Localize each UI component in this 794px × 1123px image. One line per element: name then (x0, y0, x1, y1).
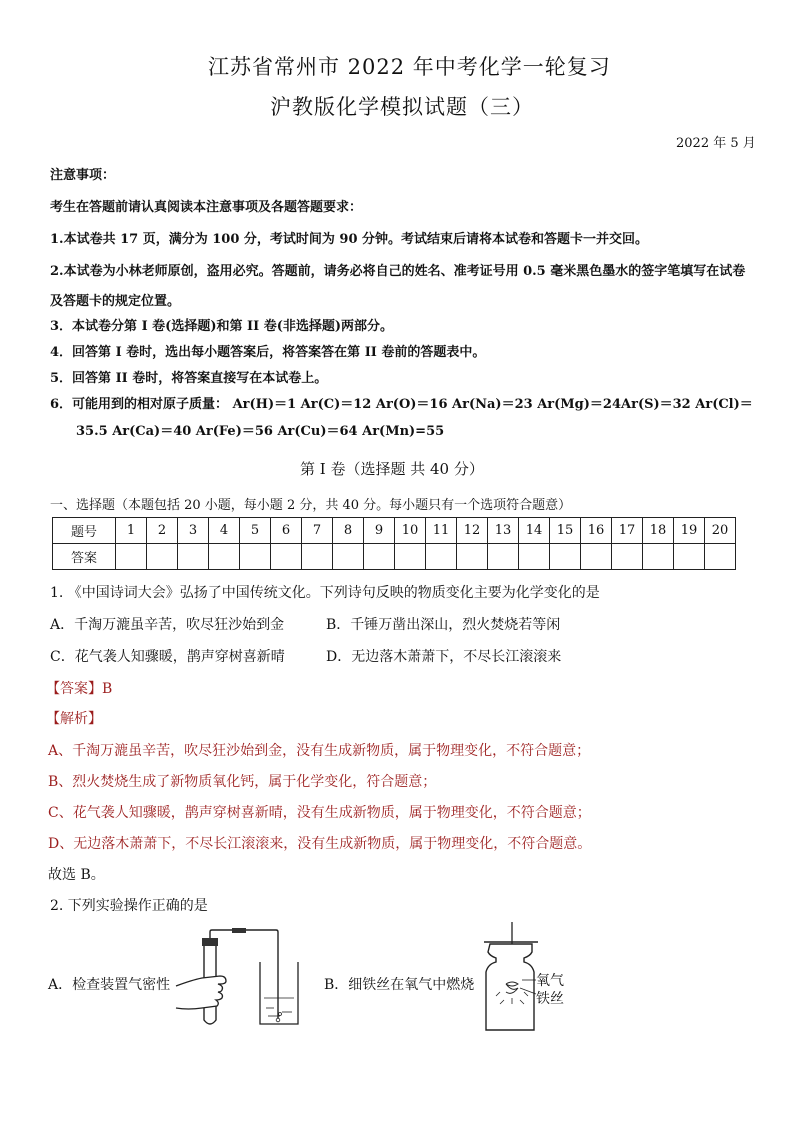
q1-option-c: C．花气袭人知骤暖，鹊声穿树喜新晴 (50, 649, 285, 665)
q1-analysis-b: B、烈火焚烧生成了新物质氧化钙，属于化学变化，符合题意； (48, 774, 437, 790)
question-number-cell: 11 (426, 518, 457, 544)
answer-cell[interactable] (333, 544, 364, 570)
airtightness-apparatus-figure (172, 928, 308, 1030)
answer-cell[interactable] (674, 544, 705, 570)
answer-table-answer-row (53, 544, 736, 570)
answer-cell[interactable] (643, 544, 674, 570)
label-oxygen: 氧气 (536, 973, 564, 989)
section-1-instructions: 一、选择题（本题包括 20 小题，每小题 2 分，共 40 分。每小题只有一个选项符合题意） (50, 498, 572, 513)
stopper (202, 938, 218, 946)
rubber-connector (232, 928, 246, 933)
question-number-cell: 13 (488, 518, 519, 544)
answer-cell[interactable] (457, 544, 488, 570)
question-number-cell: 8 (333, 518, 364, 544)
answer-cell[interactable] (116, 544, 147, 570)
answer-cell[interactable] (364, 544, 395, 570)
answer-cell[interactable] (209, 544, 240, 570)
answer-table-row1-label: 题号 (53, 518, 116, 544)
question-number-cell: 2 (147, 518, 178, 544)
q2-option-b: B．细铁丝在氧气中燃烧 (324, 977, 475, 993)
question-number-cell: 6 (271, 518, 302, 544)
q2-stem: 2. 下列实验操作正确的是 (50, 898, 208, 914)
q1-stem: 1. 《中国诗词大会》弘扬了中国传统文化。下列诗句反映的物质变化主要为化学变化的是 (50, 585, 600, 601)
question-number-cell: 5 (240, 518, 271, 544)
q2-option-a: A．检查装置气密性 (48, 977, 171, 993)
notice-item-4: 4．回答第 I 卷时，选出每小题答案后，将答案答在第 II 卷前的答题表中。 (50, 345, 486, 360)
delivery-tube-right (246, 930, 278, 1018)
q1-analysis-a: A、千淘万漉虽辛苦，吹尽狂沙始到金，没有生成新物质，属于物理变化，不符合题意； (48, 743, 591, 759)
delivery-tube (210, 930, 232, 938)
question-number-cell: 1 (116, 518, 147, 544)
answer-cell[interactable] (550, 544, 581, 570)
answer-cell[interactable] (581, 544, 612, 570)
gas-jar (486, 944, 534, 1030)
question-number-cell: 12 (457, 518, 488, 544)
title-line-2: 沪教版化学模拟试题（三） (270, 95, 534, 119)
question-number-cell: 7 (302, 518, 333, 544)
notice-intro: 考生在答题前请认真阅读本注意事项及各题答题要求： (50, 200, 363, 215)
answer-cell[interactable] (302, 544, 333, 570)
answer-cell[interactable] (612, 544, 643, 570)
answer-table (52, 517, 736, 570)
hand (176, 976, 226, 1009)
title-line-1: 江苏省常州市 2022 年中考化学一轮复习 (208, 55, 611, 79)
notice-item-1: 1.本试卷共 17 页，满分为 100 分，考试时间为 90 分钟。考试结束后请将本试卷和答题卡一并交回。 (50, 232, 649, 247)
q1-analysis-d: D、无边落木萧萧下，不尽长江滚滚来，没有生成新物质，属于物理变化，不符合题意。 (48, 836, 592, 852)
q1-option-d: D．无边落木萧萧下，不尽长江滚滚来 (326, 649, 562, 665)
q1-conclusion: 故选 B。 (48, 867, 105, 883)
notice-item-6-line-2: 35.5 Ar(Ca)＝40 Ar(Fe)＝56 Ar(Cu)＝64 Ar(Mn)=55 (76, 424, 445, 439)
question-number-cell: 3 (178, 518, 209, 544)
answer-cell[interactable] (395, 544, 426, 570)
notice-item-2-line-1: 2.本试卷为小林老师原创，盗用必究。答题前，请务必将自己的姓名、准考证号用 0.5 毫米黑色墨水的签字笔填写在试卷 (50, 264, 746, 279)
question-number-cell: 4 (209, 518, 240, 544)
question-number-cell: 10 (395, 518, 426, 544)
notice-heading: 注意事项： (50, 168, 116, 183)
notice-item-6-line-1: 6．可能用到的相对原子质量： Ar(H)＝1 Ar(C)＝12 Ar(O)＝16 Ar(Na)＝23 Ar(Mg)＝24Ar(S)＝32 Ar(Cl)＝ (50, 397, 753, 412)
q1-answer: 【答案】B (46, 681, 113, 697)
question-number-cell: 18 (643, 518, 674, 544)
notice-item-2-line-2: 及答题卡的规定位置。 (50, 294, 181, 309)
answer-cell[interactable] (426, 544, 457, 570)
answer-cell[interactable] (705, 544, 736, 570)
exam-date: 2022 年 5 月 (676, 136, 756, 151)
answer-table-header-row (53, 518, 736, 544)
question-number-cell: 14 (519, 518, 550, 544)
answer-cell[interactable] (488, 544, 519, 570)
q1-analysis-label: 【解析】 (46, 711, 102, 727)
question-number-cell: 9 (364, 518, 395, 544)
answer-table-row2-label: 答案 (53, 544, 116, 570)
q1-option-a: A．千淘万漉虽辛苦，吹尽狂沙始到金 (50, 617, 285, 633)
question-number-cell: 17 (612, 518, 643, 544)
question-number-cell: 16 (581, 518, 612, 544)
answer-cell[interactable] (178, 544, 209, 570)
answer-cell[interactable] (147, 544, 178, 570)
question-number-cell: 20 (705, 518, 736, 544)
answer-cell[interactable] (240, 544, 271, 570)
section-1-title: 第 I 卷（选择题 共 40 分） (300, 460, 484, 478)
notice-item-5: 5．回答第 II 卷时，将答案直接写在本试卷上。 (50, 371, 328, 386)
answer-cell[interactable] (519, 544, 550, 570)
question-number-cell: 19 (674, 518, 705, 544)
notice-item-3: 3．本试卷分第 I 卷(选择题)和第 II 卷(非选择题)两部分。 (50, 319, 393, 334)
q1-analysis-c: C、花气袭人知骤暖，鹊声穿树喜新晴，没有生成新物质，属于物理变化，不符合题意； (48, 805, 591, 821)
question-number-cell: 15 (550, 518, 581, 544)
label-iron-wire: 铁丝 (536, 991, 564, 1007)
q1-option-b: B．千锤万凿出深山，烈火焚烧若等闲 (326, 617, 561, 633)
answer-cell[interactable] (271, 544, 302, 570)
